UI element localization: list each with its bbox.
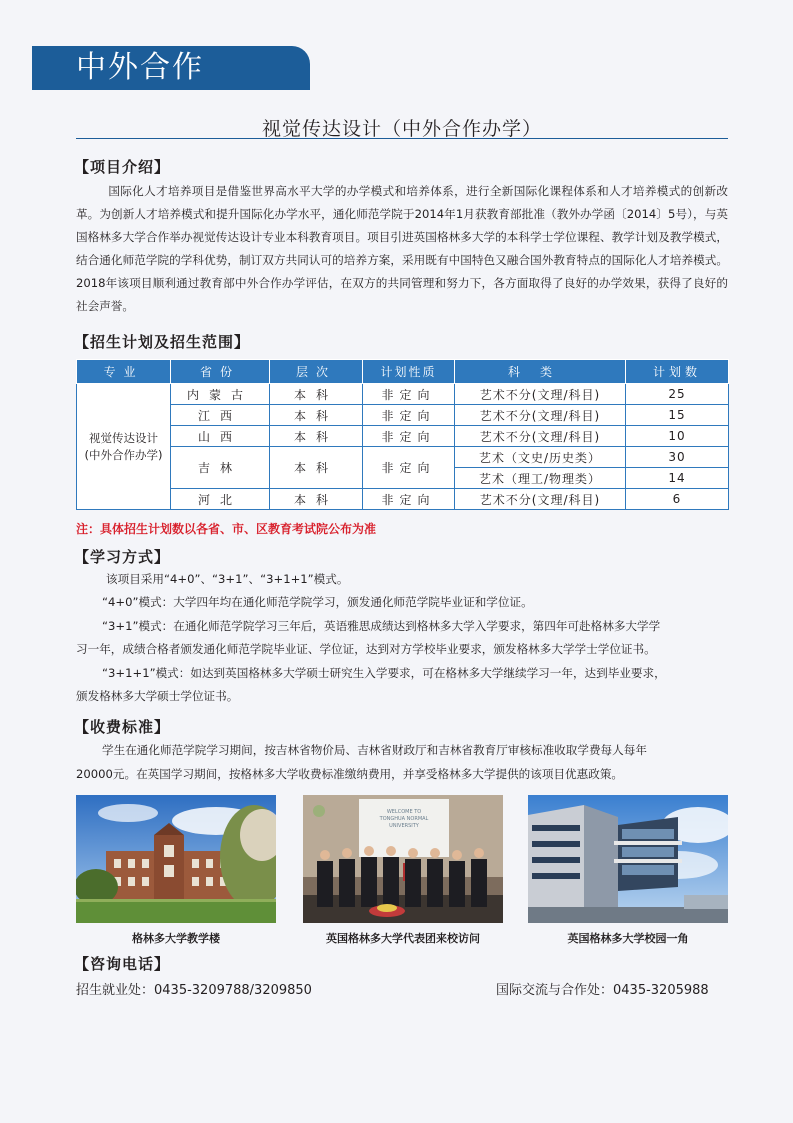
count-cell: 6 [626, 489, 729, 510]
plan-note: 注：具体招生计划数以各省、市、区教育考试院公布为准 [76, 522, 377, 536]
contact-heading: 【咨询电话】 [74, 955, 171, 973]
category-cell: 艺术（理工/物理类） [455, 468, 626, 489]
level-cell: 本科 [270, 447, 363, 489]
intro-line: 学士学位课程、教学计划及教学模式，结合通化师范学院的学科优势，制订双方共同认可的培养方案，采用既有 [76, 230, 728, 267]
category-cell: 艺术不分(文理/科目) [455, 426, 626, 447]
photo-caption: 英国格林多大学校园一角 [567, 932, 689, 945]
fees-heading: 【收费标准】 [74, 718, 171, 736]
category-cell: 艺术不分(文理/科目) [455, 405, 626, 426]
screen-text: UNIVERSITY [389, 823, 419, 829]
fees-line: 20000元。在英国学习期间，按格林多大学收费标准缴纳费用，并享受格林多大学提供的该项目优惠政策。 [76, 767, 624, 781]
nature-cell: 非定向 [363, 447, 455, 489]
province-cell: 河北 [171, 489, 270, 510]
count-cell: 30 [626, 447, 729, 468]
header-nature: 计划性质 [363, 360, 455, 384]
table-row [77, 384, 729, 405]
admissions-phone: 招生就业处：0435-3209788/3209850 [76, 983, 312, 998]
study-line: “3+1+1”模式：如达到英国格林多大学硕士研究生入学要求，可在格林多大学继续学习一年，达到毕业要求， [102, 666, 666, 680]
photo-caption: 格林多大学教学楼 [132, 932, 220, 945]
teaching-building-photo [76, 795, 276, 923]
nature-cell: 非定向 [363, 384, 455, 405]
count-cell: 15 [626, 405, 729, 426]
intro-line: 函〔2014〕5号），与英国格林多大学合作举办视觉传达设计专业本科教育项目。项目引进英国格林多大学的本科 [76, 207, 728, 244]
header-major: 专业 [77, 360, 171, 384]
level-cell: 本科 [270, 384, 363, 405]
major-cell [77, 384, 171, 510]
province-cell: 内蒙古 [171, 384, 270, 405]
major-type: (中外合作办学) [84, 447, 163, 462]
study-line: “3+1”模式：在通化师范学院学习三年后，英语雅思成绩达到格林多大学入学要求，第四年可赴格林多大学学 [102, 619, 661, 633]
international-phone: 国际交流与合作处：0435-3205988 [496, 983, 709, 998]
intro-paragraph [76, 180, 728, 318]
level-cell: 本科 [270, 405, 363, 426]
header-count: 计划数 [626, 360, 729, 384]
nature-cell: 非定向 [363, 426, 455, 447]
screen-text: WELCOME TO [386, 809, 422, 815]
intro-line: 的共同管理和努力下，各方面取得了良好的办学效果，获得了良好的社会声誉。 [76, 276, 728, 313]
study-line: 颁发格林多大学硕士学位证书。 [76, 689, 239, 703]
intro-heading: 【项目介绍】 [74, 158, 171, 176]
nature-cell: 非定向 [363, 489, 455, 510]
study-line: 习一年，成绩合格者颁发通化师范学院毕业证、学位证，达到对方学校毕业要求，颁发格林多大学学士学位证书。 [76, 642, 656, 656]
count-cell: 25 [626, 384, 729, 405]
province-cell: 吉林 [171, 447, 270, 489]
table-header-row [77, 360, 729, 384]
intro-line: 式的创新改革。为创新人才培养模式和提升国际化办学水平，通化师范学院于2014年1月获教育部批准（教外办学 [76, 184, 728, 221]
category-cell: 艺术不分(文理/科目) [455, 489, 626, 510]
table-row [77, 489, 729, 510]
enrollment-table [76, 359, 729, 510]
province-cell: 江西 [171, 405, 270, 426]
plan-heading: 【招生计划及招生范围】 [74, 333, 251, 351]
table-row [77, 426, 729, 447]
study-line: 该项目采用“4+0”、“3+1”、“3+1+1”模式。 [106, 572, 349, 586]
intro-line: 国际化人才培养项目是借鉴世界高水平大学的办学模式和培养体系，进行全新国际化课程体系和人才培养模 [108, 184, 669, 198]
page-title: 视觉传达设计（中外合作办学） [261, 118, 542, 140]
screen-text: TONGHUA NORMAL [379, 816, 429, 822]
header-category: 科类 [455, 360, 626, 384]
category-cell: 艺术不分(文理/科目) [455, 384, 626, 405]
table-row [77, 405, 729, 426]
photo-caption: 英国格林多大学代表团来校访问 [326, 932, 480, 945]
nature-cell: 非定向 [363, 405, 455, 426]
province-cell: 山西 [171, 426, 270, 447]
title-divider [76, 138, 728, 139]
major-name: 视觉传达设计 [89, 430, 158, 445]
study-line: “4+0”模式：大学四年均在通化师范学院学习，颁发通化师范学院毕业证和学位证。 [102, 595, 533, 609]
table-row [77, 447, 729, 468]
count-cell: 14 [626, 468, 729, 489]
delegation-photo [303, 795, 503, 923]
section-banner: 中外合作 [32, 46, 310, 90]
level-cell: 本科 [270, 489, 363, 510]
category-cell: 艺术（文史/历史类） [455, 447, 626, 468]
study-heading: 【学习方式】 [74, 548, 171, 566]
intro-line: 中国特色又融合国外教育特点的国际化人才培养模式。2018年该项目顺利通过教育部中外合作办学评估，在双方 [76, 253, 728, 290]
level-cell: 本科 [270, 426, 363, 447]
campus-corner-photo [528, 795, 728, 923]
fees-line: 学生在通化师范学院学习期间，按吉林省物价局、吉林省财政厅和吉林省教育厅审核标准收取学费每人每年 [102, 743, 647, 757]
header-level: 层次 [270, 360, 363, 384]
header-province: 省份 [171, 360, 270, 384]
count-cell: 10 [626, 426, 729, 447]
